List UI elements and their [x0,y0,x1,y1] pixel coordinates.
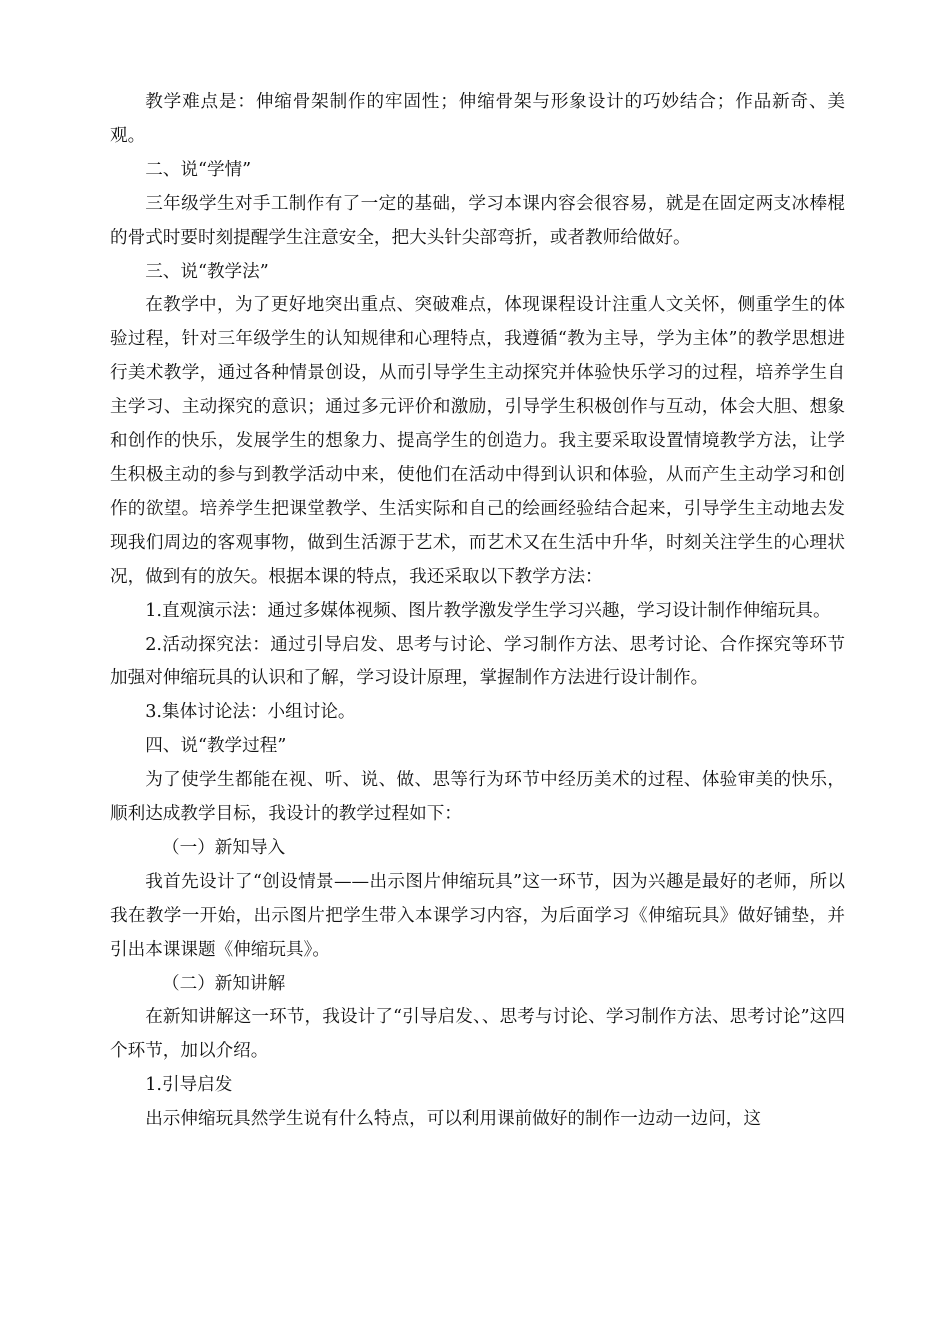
section-heading-teaching-process: 四、说“教学过程” [145,736,287,757]
method-item-3: 3.集体讨论法：小组讨论。 [145,702,356,723]
method-item-1: 1.直观演示法：通过多媒体视频、图片教学激发学生学习兴趣，学习设计制作伸缩玩具。 [145,600,831,621]
subheading-new-knowledge-intro: （一）新知导入 [162,837,286,858]
teaching-method-paragraph: 在教学中，为了更好地突出重点、突破难点，体现课程设计注重人文关怀，侧重学生的体验过程，针对三年级学生的认知规律和心理特点，我遵循“教为主导，学为主体”的教学思想进行美术教学，通过各种情景创设，从而引导学生主动探究并体验快乐学习的过程，培养学生自主学习、主动探究的意识；通过多元评价和激励，引导学生积极创作与互动，体会大胆、想象和创作的快乐，发展学生的想象力、提高学生的创造力。我主要采取设置情境教学方法，让学生积极主动的参与到教学活动中来，使他们在活动中得到认识和体验，从而产生主动学习和创作的欲望。培养学生把课堂教学、生活实际和自己的绘画经验结合起来，引导学生主动地去发现我们周边的客观事物，做到生活源于艺术，而艺术又在生活中升华，时刻关注学生的心理状况，做到有的放矢。根据本课的特点，我还采取以下教学方法： [110,295,845,587]
difficulty-paragraph: 教学难点是：伸缩骨架制作的牢固性；伸缩骨架与形象设计的巧妙结合；作品新奇、美观。 [110,92,845,146]
section-heading-student-situation: 二、说“学情” [145,159,252,180]
step-heading-guidance: 1.引导启发 [145,1075,233,1096]
section-heading-teaching-method: 三、说“教学法” [145,261,269,282]
new-knowledge-explanation-paragraph: 在新知讲解这一环节，我设计了“引导启发、、思考与讨论、学习制作方法、思考讨论”这四个环节，加以介绍。 [110,1007,845,1062]
teaching-process-intro: 为了使学生都能在视、听、说、做、思等行为环节中经历美术的过程、体验审美的快乐，顺利达成教学目标，我设计的教学过程如下： [110,770,845,825]
guidance-paragraph: 出示伸缩玩具然学生说有什么特点，可以利用课前做好的制作一边动一边问，这 [145,1109,761,1130]
new-knowledge-intro-paragraph: 我首先设计了“创设情景——出示图片伸缩玩具”这一环节，因为兴趣是最好的老师，所以我在教学一开始，出示图片把学生带入本课学习内容，为后面学习《伸缩玩具》做好铺垫，并引出本课课题《伸缩玩具》。 [110,871,845,960]
subheading-new-knowledge-explanation: （二）新知讲解 [162,973,286,994]
method-item-2: 2.活动探究法：通过引导启发、思考与讨论、学习制作方法、思考讨论、合作探究等环节加强对伸缩玩具的认识和了解，学习设计原理，掌握制作方法进行设计制作。 [110,634,845,689]
document-body [110,86,845,1137]
student-situation-paragraph: 三年级学生对手工制作有了一定的基础，学习本课内容会很容易，就是在固定两支冰棒棍的骨式时要时刻提醒学生注意安全，把大头针尖部弯折，或者教师给做好。 [110,193,845,248]
